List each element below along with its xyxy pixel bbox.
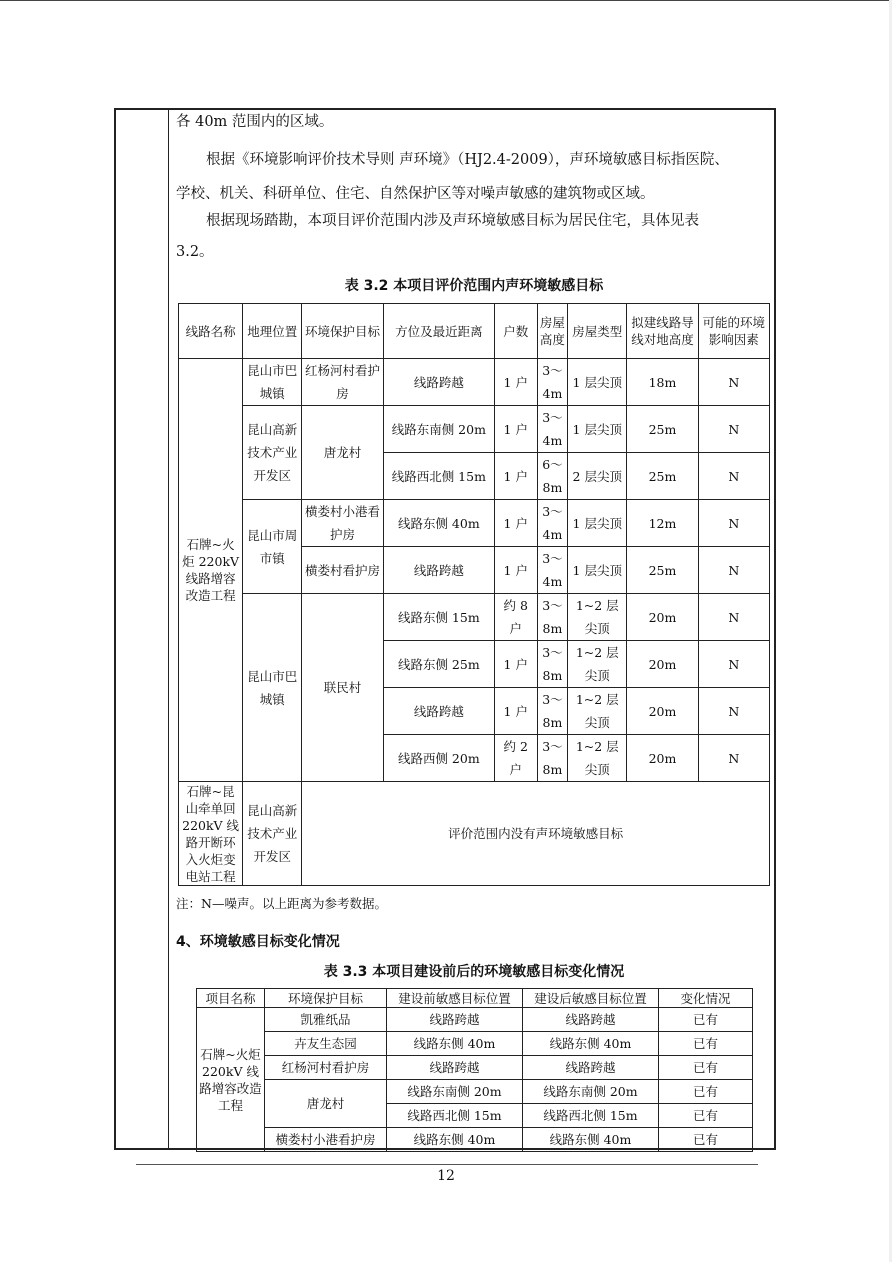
households-cell: 1 户 <box>494 453 537 500</box>
header-cell: 环境保护目标 <box>302 304 384 359</box>
type-cell: 1~2 层尖顶 <box>568 735 627 782</box>
wire-height-cell: 12m <box>627 500 698 547</box>
households-cell: 约 2 户 <box>494 735 537 782</box>
target-cell: 横娄村小港看护房 <box>265 1128 387 1152</box>
table-row <box>197 1032 753 1056</box>
before-cell: 线路跨越 <box>387 1056 523 1080</box>
before-cell: 线路跨越 <box>387 1008 523 1032</box>
table-header-row <box>197 989 753 1008</box>
paragraph-1: 各 40m 范围内的区域。 <box>176 114 334 130</box>
factor-cell: N <box>698 735 769 782</box>
header-cell: 环境保护目标 <box>265 989 387 1008</box>
project-name-cell: 石牌~火炬 220kV 线路增容改造工程 <box>197 1008 265 1152</box>
table-3-2-caption: 表 3.2 本项目评价范围内声环境敏感目标 <box>344 278 604 294</box>
project-name-cell: 石牌~火炬 220kV 线路增容改造工程 <box>179 359 243 782</box>
target-cell: 红杨河村看护房 <box>265 1056 387 1080</box>
table-3-3 <box>196 988 753 1152</box>
change-cell: 已有 <box>659 1008 753 1032</box>
type-cell: 1 层尖顶 <box>568 547 627 594</box>
table-row <box>197 1128 753 1152</box>
factor-cell: N <box>698 500 769 547</box>
wire-height-cell: 25m <box>627 453 698 500</box>
households-cell: 约 8 户 <box>494 594 537 641</box>
top-rule <box>0 0 892 1</box>
distance-cell: 线路东侧 40m <box>383 500 494 547</box>
paragraph-3: 学校、机关、科研单位、住宅、自然保护区等对噪声敏感的建筑物或区域。 <box>176 186 655 202</box>
change-cell: 已有 <box>659 1128 753 1152</box>
factor-cell: N <box>698 359 769 406</box>
after-cell: 线路西北侧 15m <box>523 1104 659 1128</box>
section-heading: 4、环境敏感目标变化情况 <box>176 934 340 950</box>
distance-cell: 线路东南侧 20m <box>383 406 494 453</box>
households-cell: 1 户 <box>494 500 537 547</box>
type-cell: 1~2 层尖顶 <box>568 641 627 688</box>
before-cell: 线路西北侧 15m <box>387 1104 523 1128</box>
factor-cell: N <box>698 594 769 641</box>
table-row <box>197 1080 753 1104</box>
distance-cell: 线路东侧 15m <box>383 594 494 641</box>
header-cell: 变化情况 <box>659 989 753 1008</box>
location-cell: 昆山市巴城镇 <box>243 594 302 782</box>
distance-cell: 线路西侧 20m <box>383 735 494 782</box>
households-cell: 1 户 <box>494 641 537 688</box>
before-cell: 线路东侧 40m <box>387 1032 523 1056</box>
households-cell: 1 户 <box>494 359 537 406</box>
table-row <box>197 1056 753 1080</box>
before-cell: 线路东南侧 20m <box>387 1080 523 1104</box>
type-cell: 1 层尖顶 <box>568 406 627 453</box>
location-cell: 昆山高新技术产业开发区 <box>243 782 302 886</box>
change-cell: 已有 <box>659 1032 753 1056</box>
paragraph-5: 3.2。 <box>176 244 214 260</box>
distance-cell: 线路西北侧 15m <box>383 453 494 500</box>
height-cell: 3～8m <box>537 688 568 735</box>
households-cell: 1 户 <box>494 406 537 453</box>
type-cell: 1 层尖顶 <box>568 500 627 547</box>
header-cell: 方位及最近距离 <box>383 304 494 359</box>
table-row <box>179 594 770 641</box>
factor-cell: N <box>698 406 769 453</box>
header-cell: 线路名称 <box>179 304 243 359</box>
footer-rule <box>136 1164 758 1165</box>
wire-height-cell: 18m <box>627 359 698 406</box>
distance-cell: 线路跨越 <box>383 688 494 735</box>
target-cell: 横娄村看护房 <box>302 547 384 594</box>
after-cell: 线路东侧 40m <box>523 1128 659 1152</box>
after-cell: 线路东南侧 20m <box>523 1080 659 1104</box>
page-number: 12 <box>437 1168 455 1184</box>
target-cell: 红杨河村看护房 <box>302 359 384 406</box>
left-column-divider <box>168 110 169 1148</box>
header-cell: 建设后敏感目标位置 <box>523 989 659 1008</box>
header-cell: 户数 <box>494 304 537 359</box>
paragraph-4: 根据现场踏勘，本项目评价范围内涉及声环境敏感目标为居民住宅，具体见表 <box>206 213 699 229</box>
table-note: 注：N—噪声。以上距离为参考数据。 <box>176 896 387 911</box>
table-header-row <box>179 304 770 359</box>
target-cell: 凯雅纸品 <box>265 1008 387 1032</box>
wire-height-cell: 20m <box>627 735 698 782</box>
height-cell: 3～4m <box>537 359 568 406</box>
header-cell: 项目名称 <box>197 989 265 1008</box>
wire-height-cell: 20m <box>627 594 698 641</box>
table-row <box>179 359 770 406</box>
change-cell: 已有 <box>659 1056 753 1080</box>
wire-height-cell: 25m <box>627 406 698 453</box>
after-cell: 线路东侧 40m <box>523 1032 659 1056</box>
location-cell: 昆山市巴城镇 <box>243 359 302 406</box>
change-cell: 已有 <box>659 1080 753 1104</box>
header-cell: 房屋高度 <box>537 304 568 359</box>
distance-cell: 线路东侧 25m <box>383 641 494 688</box>
distance-cell: 线路跨越 <box>383 547 494 594</box>
type-cell: 1 层尖顶 <box>568 359 627 406</box>
target-cell: 卉友生态园 <box>265 1032 387 1056</box>
target-cell: 唐龙村 <box>302 406 384 500</box>
type-cell: 1~2 层尖顶 <box>568 688 627 735</box>
before-cell: 线路东侧 40m <box>387 1128 523 1152</box>
factor-cell: N <box>698 453 769 500</box>
type-cell: 2 层尖顶 <box>568 453 627 500</box>
target-cell: 唐龙村 <box>265 1080 387 1128</box>
table-3-2 <box>178 303 770 886</box>
header-cell: 拟建线路导线对地高度 <box>627 304 698 359</box>
change-cell: 已有 <box>659 1104 753 1128</box>
height-cell: 3～8m <box>537 594 568 641</box>
after-cell: 线路跨越 <box>523 1008 659 1032</box>
height-cell: 3～4m <box>537 500 568 547</box>
height-cell: 3～4m <box>537 547 568 594</box>
wire-height-cell: 25m <box>627 547 698 594</box>
target-cell: 横娄村小港看护房 <box>302 500 384 547</box>
factor-cell: N <box>698 688 769 735</box>
after-cell: 线路跨越 <box>523 1056 659 1080</box>
type-cell: 1~2 层尖顶 <box>568 594 627 641</box>
header-cell: 可能的环境影响因素 <box>698 304 769 359</box>
table-row <box>179 782 770 886</box>
height-cell: 6～8m <box>537 453 568 500</box>
table-row <box>197 1008 753 1032</box>
header-cell: 地理位置 <box>243 304 302 359</box>
location-cell: 昆山高新技术产业开发区 <box>243 406 302 500</box>
households-cell: 1 户 <box>494 547 537 594</box>
paragraph-2: 根据《环境影响评价技术导则 声环境》（HJ2.4-2009），声环境敏感目标指医院、 <box>206 152 729 168</box>
height-cell: 3～4m <box>537 406 568 453</box>
project-name-cell: 石牌~昆山牵单回 220kV 线路开断环入火炬变电站工程 <box>179 782 243 886</box>
wire-height-cell: 20m <box>627 641 698 688</box>
factor-cell: N <box>698 547 769 594</box>
content-frame <box>114 108 776 1150</box>
distance-cell: 线路跨越 <box>383 359 494 406</box>
wire-height-cell: 20m <box>627 688 698 735</box>
target-cell: 联民村 <box>302 594 384 782</box>
factor-cell: N <box>698 641 769 688</box>
table-row <box>179 406 770 453</box>
location-cell: 昆山市周市镇 <box>243 500 302 594</box>
header-cell: 建设前敏感目标位置 <box>387 989 523 1008</box>
header-cell: 房屋类型 <box>568 304 627 359</box>
table-row <box>179 500 770 547</box>
no-target-cell: 评价范围内没有声环境敏感目标 <box>302 782 770 886</box>
households-cell: 1 户 <box>494 688 537 735</box>
height-cell: 3～8m <box>537 735 568 782</box>
height-cell: 3～8m <box>537 641 568 688</box>
table-3-3-caption: 表 3.3 本项目建设前后的环境敏感目标变化情况 <box>323 964 625 980</box>
